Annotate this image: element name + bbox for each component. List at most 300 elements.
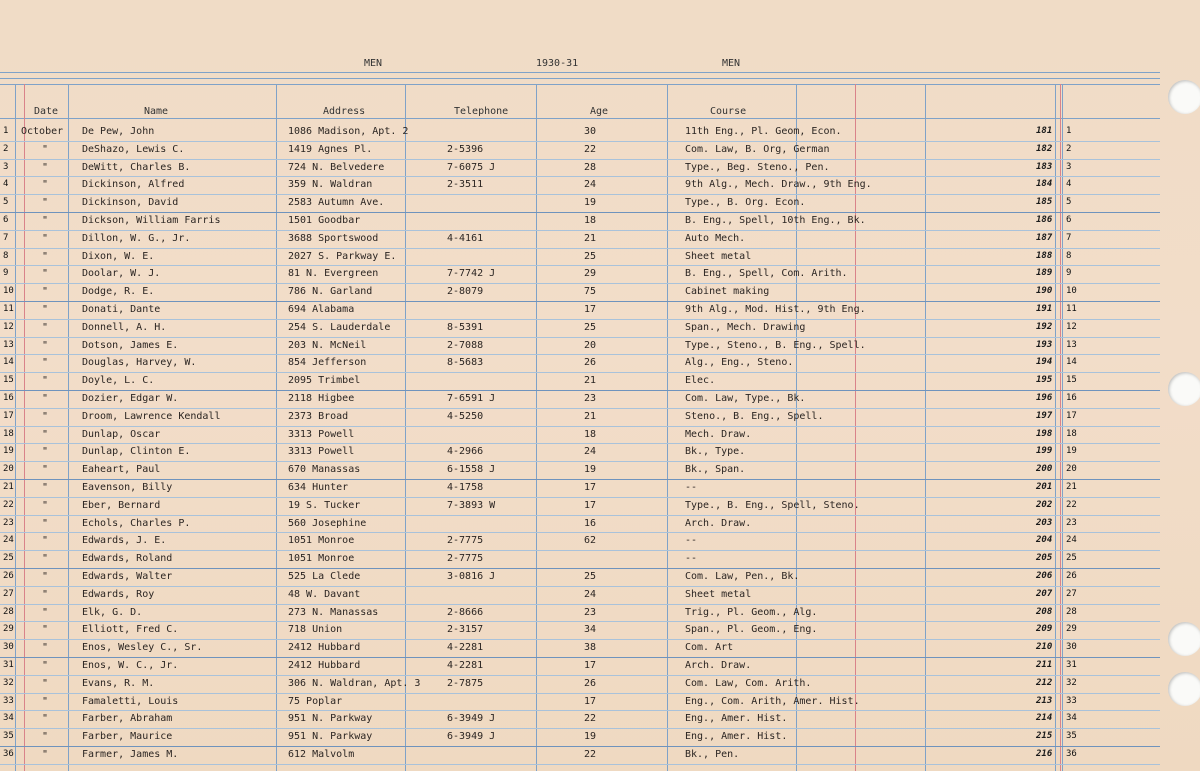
column-header-course: Course <box>710 106 747 117</box>
row-age: 17 <box>584 695 597 707</box>
row-name: Enos, W. C., Jr. <box>82 660 179 671</box>
row-address: 670 Manassas <box>288 464 361 476</box>
row-line-number-right: 18 <box>1066 428 1077 439</box>
row-rule <box>0 265 1160 266</box>
row-line-number-right: 33 <box>1066 695 1077 706</box>
row-line-number: 18 <box>3 428 14 439</box>
row-address: 254 S. Lauderdale <box>288 321 391 333</box>
row-seq-number: 188 <box>1036 250 1053 261</box>
row-phone: 4-2281 <box>447 660 484 671</box>
row-rule <box>0 675 1160 676</box>
row-address: 3313 Powell <box>288 446 355 458</box>
row-date: " <box>42 321 49 333</box>
row-line-number-right: 21 <box>1066 482 1077 492</box>
row-seq-number: 208 <box>1036 606 1053 617</box>
row-phone: 4-2281 <box>447 642 484 654</box>
row-name: Edwards, Roland <box>82 553 173 565</box>
row-name: Evans, R. M. <box>82 677 155 689</box>
row-seq-number: 193 <box>1036 339 1053 350</box>
row-course: Type., B. Org. Econ. <box>685 197 806 209</box>
row-rule <box>0 426 1160 427</box>
row-rule <box>0 443 1160 444</box>
row-date: " <box>42 161 49 173</box>
row-name: De Pew, John <box>82 126 155 137</box>
row-name: Dickson, William Farris <box>82 215 221 226</box>
row-age: 24 <box>584 179 597 191</box>
row-name: Donnell, A. H. <box>82 321 167 333</box>
row-name: Eavenson, Billy <box>82 482 173 493</box>
row-date: " <box>42 464 49 476</box>
row-rule <box>0 604 1160 605</box>
row-line-number: 11 <box>3 304 14 314</box>
row-age: 16 <box>584 517 597 529</box>
row-seq-number: 181 <box>1036 126 1053 136</box>
row-name: Droom, Lawrence Kendall <box>82 410 221 422</box>
row-date: October <box>21 126 64 137</box>
row-phone: 6-3949 J <box>447 713 496 725</box>
row-address: 2412 Hubbard <box>288 660 361 671</box>
row-address: 3313 Powell <box>288 428 355 440</box>
row-date: " <box>42 232 49 244</box>
row-course: Steno., B. Eng., Spell. <box>685 410 824 422</box>
row-name: Dunlap, Clinton E. <box>82 446 191 458</box>
row-line-number: 31 <box>3 660 14 670</box>
row-date: " <box>42 731 49 743</box>
row-age: 75 <box>584 286 597 298</box>
row-phone: 2-3511 <box>447 179 484 191</box>
row-rule <box>0 319 1160 320</box>
row-date: " <box>42 357 49 369</box>
row-age: 38 <box>584 642 597 654</box>
row-course: Arch. Draw. <box>685 660 752 671</box>
row-line-number: 24 <box>3 535 14 546</box>
row-course: Com. Art <box>685 642 734 654</box>
row-course: -- <box>685 553 698 565</box>
row-address: 718 Union <box>288 624 343 636</box>
row-line-number: 8 <box>3 250 9 261</box>
row-age: 19 <box>584 731 597 743</box>
row-line-number: 26 <box>3 571 14 581</box>
row-name: Donati, Dante <box>82 304 161 315</box>
row-address: 854 Jefferson <box>288 357 367 369</box>
row-name: Eber, Bernard <box>82 499 161 511</box>
header-rule <box>0 78 1160 79</box>
row-rule <box>0 568 1160 569</box>
binder-hole <box>1168 372 1200 406</box>
column-rule <box>925 84 926 771</box>
row-name: Edwards, Walter <box>82 571 173 582</box>
row-course: Com. Law, Type., Bk. <box>685 393 806 404</box>
row-age: 21 <box>584 375 597 387</box>
row-course: B. Eng., Spell, Com. Arith. <box>685 268 848 280</box>
row-seq-number: 202 <box>1036 499 1053 510</box>
row-line-number: 23 <box>3 517 14 528</box>
row-address: 19 S. Tucker <box>288 499 361 511</box>
column-rule <box>1055 84 1056 771</box>
row-phone: 7-7742 J <box>447 268 496 280</box>
row-address: 724 N. Belvedere <box>288 161 385 173</box>
header-right-title: MEN <box>722 58 741 69</box>
row-line-number: 34 <box>3 713 14 724</box>
row-date: " <box>42 304 49 315</box>
row-date: " <box>42 553 49 565</box>
row-date: " <box>42 286 49 298</box>
row-date: " <box>42 339 49 351</box>
row-line-number-right: 22 <box>1066 499 1077 510</box>
row-line-number: 7 <box>3 232 9 243</box>
row-rule <box>0 532 1160 533</box>
row-course: Com. Law, Pen., Bk. <box>685 571 800 582</box>
row-phone: 2-8079 <box>447 286 484 298</box>
row-seq-number: 187 <box>1036 232 1053 243</box>
header-rule <box>0 84 1160 85</box>
row-rule <box>0 746 1160 747</box>
row-phone: 8-5683 <box>447 357 484 369</box>
row-seq-number: 189 <box>1036 268 1053 279</box>
row-age: 19 <box>584 197 597 209</box>
row-seq-number: 212 <box>1036 677 1053 688</box>
column-header-date: Date <box>34 106 59 117</box>
row-seq-number: 185 <box>1036 197 1053 208</box>
row-age: 20 <box>584 339 597 351</box>
row-address: 951 N. Parkway <box>288 731 373 743</box>
row-line-number-right: 16 <box>1066 393 1077 403</box>
row-age: 62 <box>584 535 597 547</box>
row-course: Sheet metal <box>685 250 752 262</box>
row-name: DeShazo, Lewis C. <box>82 143 185 155</box>
row-line-number: 4 <box>3 179 9 190</box>
row-line-number-right: 11 <box>1066 304 1077 314</box>
row-date: " <box>42 375 49 387</box>
row-line-number-right: 1 <box>1066 126 1072 136</box>
row-seq-number: 203 <box>1036 517 1053 528</box>
row-line-number-right: 20 <box>1066 464 1077 475</box>
row-line-number: 36 <box>3 749 14 759</box>
row-date: " <box>42 606 49 618</box>
row-name: Doyle, L. C. <box>82 375 155 387</box>
row-seq-number: 198 <box>1036 428 1053 439</box>
row-line-number: 33 <box>3 695 14 706</box>
row-course: Type., Beg. Steno., Pen. <box>685 161 830 173</box>
row-address: 2027 S. Parkway E. <box>288 250 397 262</box>
row-phone: 2-8666 <box>447 606 484 618</box>
row-line-number-right: 2 <box>1066 143 1072 154</box>
row-rule <box>0 159 1160 160</box>
row-phone: 4-1758 <box>447 482 484 493</box>
row-course: Mech. Draw. <box>685 428 752 440</box>
row-age: 22 <box>584 749 597 760</box>
row-line-number: 16 <box>3 393 14 403</box>
row-line-number-right: 25 <box>1066 553 1077 564</box>
row-line-number-right: 36 <box>1066 749 1077 759</box>
row-address: 203 N. McNeil <box>288 339 367 351</box>
row-phone: 2-7775 <box>447 553 484 565</box>
row-address: 1086 Madison, Apt. 2 <box>288 126 409 137</box>
row-rule <box>0 354 1160 355</box>
row-line-number: 6 <box>3 215 9 225</box>
row-course: 9th Alg., Mech. Draw., 9th Eng. <box>685 179 872 191</box>
row-name: Elliott, Fred C. <box>82 624 179 636</box>
row-address: 634 Hunter <box>288 482 349 493</box>
row-phone: 7-3893 W <box>447 499 496 511</box>
row-seq-number: 192 <box>1036 321 1053 332</box>
row-date: " <box>42 428 49 440</box>
row-age: 22 <box>584 143 597 155</box>
row-line-number: 9 <box>3 268 9 279</box>
row-date: " <box>42 535 49 547</box>
row-age: 28 <box>584 161 597 173</box>
row-address: 1051 Monroe <box>288 553 355 565</box>
row-date: " <box>42 179 49 191</box>
row-name: Edwards, Roy <box>82 588 155 600</box>
row-line-number-right: 23 <box>1066 517 1077 528</box>
row-rule <box>0 621 1160 622</box>
row-line-number-right: 13 <box>1066 339 1077 350</box>
row-address: 560 Josephine <box>288 517 367 529</box>
row-rule <box>0 176 1160 177</box>
row-date: " <box>42 197 49 209</box>
row-date: " <box>42 588 49 600</box>
row-phone: 2-5396 <box>447 143 484 155</box>
row-name: Dozier, Edgar W. <box>82 393 179 404</box>
row-age: 23 <box>584 606 597 618</box>
row-line-number-right: 6 <box>1066 215 1072 225</box>
row-course: Eng., Com. Arith, Amer. Hist. <box>685 695 860 707</box>
row-name: Farber, Maurice <box>82 731 173 743</box>
row-course: 9th Alg., Mod. Hist., 9th Eng. <box>685 304 866 315</box>
row-age: 17 <box>584 499 597 511</box>
row-name: Enos, Wesley C., Sr. <box>82 642 203 654</box>
column-rule <box>536 84 537 771</box>
row-course: Bk., Type. <box>685 446 746 458</box>
row-seq-number: 199 <box>1036 446 1053 457</box>
row-course: Type., B. Eng., Spell, Steno. <box>685 499 860 511</box>
column-header-address: Address <box>323 106 366 117</box>
row-date: " <box>42 215 49 226</box>
row-line-number-right: 7 <box>1066 232 1072 243</box>
row-line-number-right: 24 <box>1066 535 1077 546</box>
row-rule <box>0 728 1160 729</box>
row-age: 29 <box>584 268 597 280</box>
row-seq-number: 211 <box>1036 660 1053 670</box>
row-name: Dickinson, David <box>82 197 179 209</box>
row-course: Alg., Eng., Steno. <box>685 357 794 369</box>
row-line-number: 32 <box>3 677 14 688</box>
row-line-number-right: 28 <box>1066 606 1077 617</box>
row-date: " <box>42 749 49 760</box>
row-phone: 7-6591 J <box>447 393 496 404</box>
row-date: " <box>42 642 49 654</box>
row-rule <box>0 693 1160 694</box>
row-date: " <box>42 446 49 458</box>
row-course: Eng., Amer. Hist. <box>685 713 788 725</box>
row-seq-number: 183 <box>1036 161 1053 172</box>
row-line-number-right: 26 <box>1066 571 1077 581</box>
row-rule <box>0 710 1160 711</box>
row-rule <box>0 301 1160 302</box>
row-line-number-right: 30 <box>1066 642 1077 653</box>
row-course: Bk., Span. <box>685 464 746 476</box>
row-age: 26 <box>584 677 597 689</box>
row-name: Echols, Charles P. <box>82 517 191 529</box>
row-name: Elk, G. D. <box>82 606 143 618</box>
row-address: 48 W. Davant <box>288 588 361 600</box>
row-course: Trig., Pl. Geom., Alg. <box>685 606 818 618</box>
header-rule <box>0 118 1160 119</box>
row-rule <box>0 230 1160 231</box>
row-address: 1419 Agnes Pl. <box>288 143 373 155</box>
row-address: 306 N. Waldran, Apt. 3 <box>288 677 421 689</box>
row-name: Farber, Abraham <box>82 713 173 725</box>
row-age: 21 <box>584 232 597 244</box>
row-line-number-right: 31 <box>1066 660 1077 670</box>
header-year: 1930-31 <box>536 58 579 69</box>
row-seq-number: 205 <box>1036 553 1053 564</box>
row-line-number: 15 <box>3 375 14 386</box>
row-seq-number: 184 <box>1036 179 1053 190</box>
row-seq-number: 197 <box>1036 410 1053 421</box>
row-line-number-right: 35 <box>1066 731 1077 742</box>
row-age: 25 <box>584 571 597 582</box>
row-age: 17 <box>584 304 597 315</box>
row-date: " <box>42 393 49 404</box>
row-line-number-right: 19 <box>1066 446 1077 457</box>
row-age: 25 <box>584 250 597 262</box>
row-phone: 2-7875 <box>447 677 484 689</box>
row-seq-number: 209 <box>1036 624 1053 635</box>
row-address: 75 Poplar <box>288 695 343 707</box>
binder-hole <box>1168 622 1200 656</box>
row-line-number-right: 4 <box>1066 179 1072 190</box>
row-line-number-right: 10 <box>1066 286 1077 297</box>
row-name: Farmer, James M. <box>82 749 179 760</box>
row-name: Dixon, W. E. <box>82 250 155 262</box>
header-rule <box>0 72 1160 73</box>
row-name: Doolar, W. J. <box>82 268 161 280</box>
row-line-number-right: 14 <box>1066 357 1077 368</box>
row-address: 3688 Sportswood <box>288 232 379 244</box>
row-rule <box>0 408 1160 409</box>
column-rule <box>1060 84 1061 771</box>
row-address: 273 N. Manassas <box>288 606 379 618</box>
row-address: 1051 Monroe <box>288 535 355 547</box>
row-line-number: 25 <box>3 553 14 564</box>
row-name: Dillon, W. G., Jr. <box>82 232 191 244</box>
row-address: 2373 Broad <box>288 410 349 422</box>
row-name: Eaheart, Paul <box>82 464 161 476</box>
row-age: 18 <box>584 428 597 440</box>
row-seq-number: 200 <box>1036 464 1053 475</box>
row-course: Type., Steno., B. Eng., Spell. <box>685 339 866 351</box>
row-line-number: 17 <box>3 410 14 421</box>
row-address: 786 N. Garland <box>288 286 373 298</box>
row-line-number: 14 <box>3 357 14 368</box>
column-rule <box>405 84 406 771</box>
row-date: " <box>42 410 49 422</box>
row-line-number-right: 12 <box>1066 321 1077 332</box>
row-line-number-right: 8 <box>1066 250 1072 261</box>
row-line-number: 3 <box>3 161 9 172</box>
row-age: 26 <box>584 357 597 369</box>
row-line-number: 28 <box>3 606 14 617</box>
row-line-number-right: 9 <box>1066 268 1072 279</box>
row-age: 24 <box>584 588 597 600</box>
row-date: " <box>42 482 49 493</box>
row-seq-number: 194 <box>1036 357 1053 368</box>
row-line-number: 5 <box>3 197 9 208</box>
row-seq-number: 210 <box>1036 642 1053 653</box>
row-date: " <box>42 624 49 636</box>
row-age: 19 <box>584 464 597 476</box>
row-name: Dunlap, Oscar <box>82 428 161 440</box>
row-seq-number: 190 <box>1036 286 1053 297</box>
row-seq-number: 215 <box>1036 731 1053 742</box>
row-address: 2583 Autumn Ave. <box>288 197 385 209</box>
row-age: 21 <box>584 410 597 422</box>
row-age: 18 <box>584 215 597 226</box>
row-age: 24 <box>584 446 597 458</box>
row-address: 612 Malvolm <box>288 749 355 760</box>
binder-hole <box>1168 80 1200 114</box>
row-rule <box>0 515 1160 516</box>
row-name: DeWitt, Charles B. <box>82 161 191 173</box>
binder-hole <box>1168 672 1200 706</box>
row-course: Sheet metal <box>685 588 752 600</box>
column-rule <box>667 84 668 771</box>
row-rule <box>0 141 1160 142</box>
row-course: Com. Law, Com. Arith. <box>685 677 812 689</box>
row-line-number: 27 <box>3 588 14 599</box>
header-left-title: MEN <box>364 58 383 69</box>
row-date: " <box>42 571 49 582</box>
row-phone: 6-1558 J <box>447 464 496 476</box>
column-header-name: Name <box>144 106 169 117</box>
row-age: 17 <box>584 660 597 671</box>
row-line-number-right: 32 <box>1066 677 1077 688</box>
row-line-number-right: 27 <box>1066 588 1077 599</box>
row-course: Auto Mech. <box>685 232 746 244</box>
row-address: 2118 Higbee <box>288 393 355 404</box>
row-name: Dotson, James E. <box>82 339 179 351</box>
row-rule <box>0 639 1160 640</box>
row-phone: 4-4161 <box>447 232 484 244</box>
row-seq-number: 204 <box>1036 535 1053 546</box>
row-seq-number: 196 <box>1036 393 1053 403</box>
row-address: 694 Alabama <box>288 304 355 315</box>
row-date: " <box>42 695 49 707</box>
row-course: -- <box>685 535 698 547</box>
row-line-number: 19 <box>3 446 14 457</box>
row-phone: 8-5391 <box>447 321 484 333</box>
row-line-number: 13 <box>3 339 14 350</box>
row-date: " <box>42 143 49 155</box>
column-header-age: Age <box>590 106 609 117</box>
row-date: " <box>42 268 49 280</box>
row-age: 17 <box>584 482 597 493</box>
row-phone: 4-5250 <box>447 410 484 422</box>
row-line-number-right: 29 <box>1066 624 1077 635</box>
row-address: 951 N. Parkway <box>288 713 373 725</box>
row-seq-number: 195 <box>1036 375 1053 386</box>
row-rule <box>0 283 1160 284</box>
row-rule <box>0 337 1160 338</box>
row-line-number: 30 <box>3 642 14 653</box>
row-line-number: 29 <box>3 624 14 635</box>
row-line-number-right: 34 <box>1066 713 1077 724</box>
row-line-number: 2 <box>3 143 9 154</box>
row-rule <box>0 657 1160 658</box>
column-rule <box>24 84 25 771</box>
